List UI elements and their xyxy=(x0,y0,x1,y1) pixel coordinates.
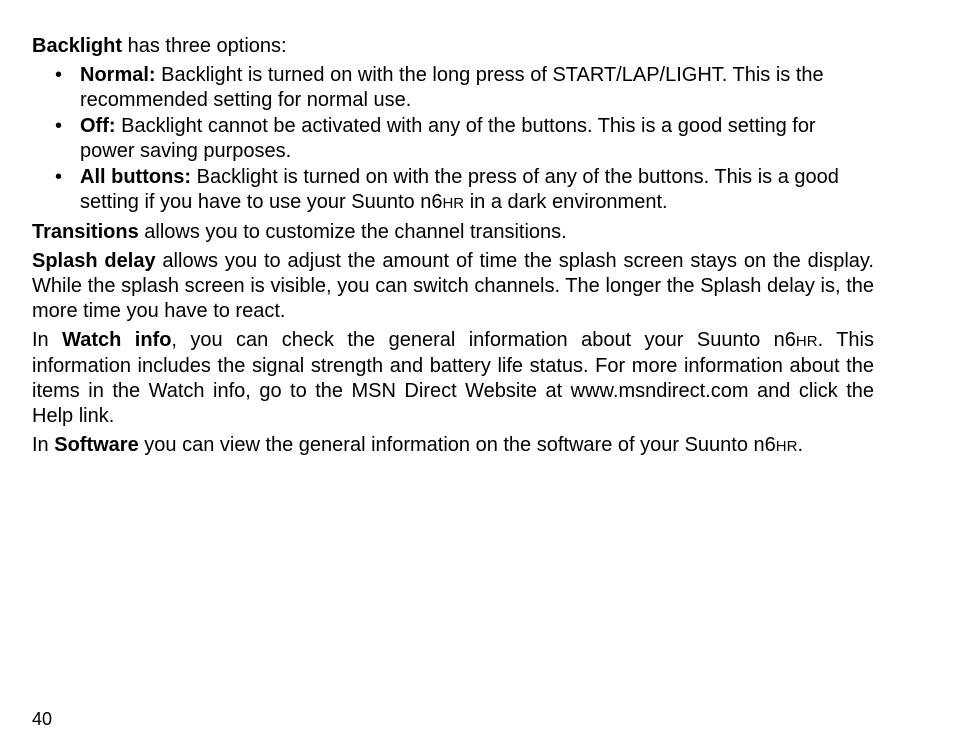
option-normal-label: Normal: xyxy=(80,64,156,86)
software-paragraph xyxy=(32,433,874,459)
software-prefix: In xyxy=(32,434,55,456)
transitions-text: allows you to customize the channel transitions. xyxy=(138,221,567,243)
option-all-buttons-text: Backlight is turned on with the press of any of the buttons. This is a good setting if you have to use your Suunto n6 xyxy=(80,166,839,213)
watch-info-text: , you can check the general information about your Suunto n6 xyxy=(171,329,796,351)
bullet-icon: • xyxy=(55,64,63,86)
watch-info-term: Watch info xyxy=(62,329,172,351)
option-off-text: Backlight cannot be activated with any of the buttons. This is a good setting for power saving purposes. xyxy=(80,115,816,162)
backlight-intro xyxy=(32,34,874,59)
model-suffix: HR xyxy=(775,438,798,455)
option-normal-text: Backlight is turned on with the long press of START/LAP/LIGHT. This is the recommended setting for normal use. xyxy=(80,64,824,111)
model-suffix: HR xyxy=(795,333,818,350)
bullet-icon: • xyxy=(55,166,63,188)
backlight-options-list xyxy=(32,63,874,216)
transitions-term: Transitions xyxy=(32,221,139,243)
option-normal xyxy=(32,63,874,113)
backlight-intro-text: has three options: xyxy=(122,35,287,57)
watch-info-paragraph xyxy=(32,328,874,429)
splash-delay-text: allows you to adjust the amount of time the splash screen stays on the display. While the splash screen is visible, you can switch channels. The longer the Splash delay is, the more time you have to react. xyxy=(32,250,874,322)
backlight-term: Backlight xyxy=(32,35,123,57)
splash-delay-term: Splash delay xyxy=(32,250,156,272)
software-term: Software xyxy=(54,434,139,456)
watch-info-prefix: In xyxy=(32,329,63,351)
software-text-end: . xyxy=(797,434,804,456)
option-all-buttons-label: All buttons: xyxy=(80,166,192,188)
software-text: you can view the general information on the software of your Suunto n6 xyxy=(138,434,776,456)
option-all-buttons-text-end: in a dark environment. xyxy=(464,191,668,213)
transitions-paragraph xyxy=(32,220,874,245)
watch-info-text-end: . This information includes the signal strength and battery life status. For more information about the items in the Watch info, go to the MSN Direct Website at www.msndirect.com and click the Help link. xyxy=(32,329,874,427)
page-number: 40 xyxy=(32,709,53,729)
option-off xyxy=(32,114,874,164)
splash-delay-paragraph xyxy=(32,249,874,324)
bullet-icon: • xyxy=(55,115,63,137)
model-suffix: HR xyxy=(442,195,465,212)
manual-page-content xyxy=(32,34,874,463)
option-all-buttons xyxy=(32,165,874,216)
option-off-label: Off: xyxy=(80,115,116,137)
